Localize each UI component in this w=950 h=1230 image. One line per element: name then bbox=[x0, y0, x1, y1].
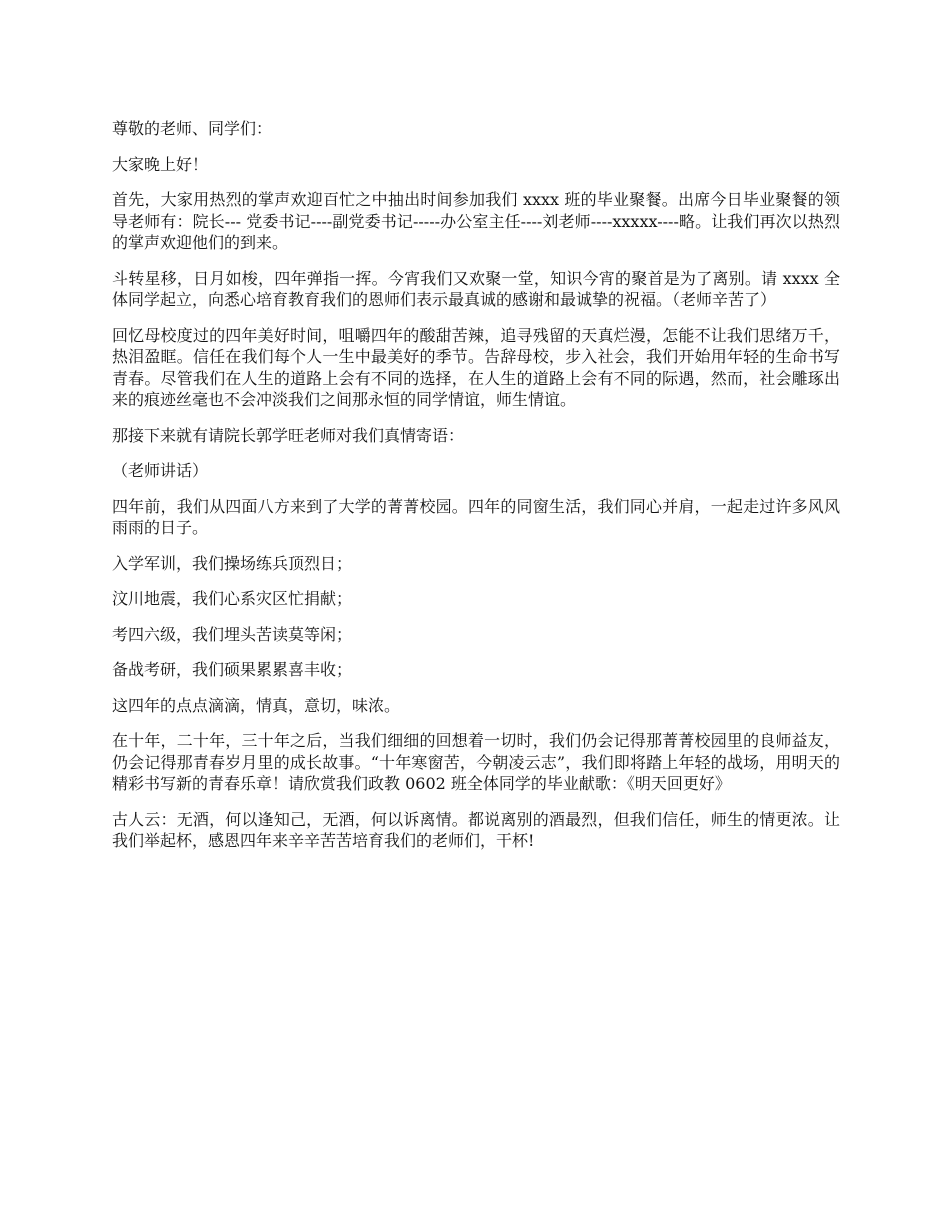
document-body bbox=[112, 118, 840, 866]
line-military-training: 入学军训，我们操场练兵顶烈日； bbox=[112, 553, 353, 573]
line-four-years-summary: 这四年的点点滴滴，情真，意切，味浓。 bbox=[112, 695, 401, 715]
paragraph-four-years-ago: 四年前，我们从四面八方来到了大学的菁菁校园。四年的同窗生活，我们同心并肩，一起走过许多风风雨雨的日子。 bbox=[112, 496, 840, 537]
line-cet-exam: 考四六级，我们埋头苦读莫等闲； bbox=[112, 624, 353, 644]
paragraph-future: 在十年，二十年，三十年之后，当我们细细的回想着一切时，我们仍会记得那菁菁校园里的良师益友，仍会记得那青春岁月里的成长故事。“十年寒窗苦，今朝凌云志”，我们即将踏上年轻的战场，用明天的精彩书写新的青春乐章！请欣赏我们政教 0602 班全体同学的毕业献歌：《明天回更好》 bbox=[112, 731, 840, 793]
paragraph-toast: 古人云：无酒，何以逢知己，无酒，何以诉离情。都说离别的酒最烈，但我们信任，师生的情更浓。让我们举起杯，感恩四年来辛辛苦苦培育我们的老师们，干杯! bbox=[112, 809, 840, 850]
paragraph-invite-speech: 那接下来就有请院长郭学旺老师对我们真情寄语： bbox=[112, 425, 465, 445]
salutation: 尊敬的老师、同学们： bbox=[112, 119, 273, 138]
line-graduate-exam: 备战考研，我们硕果累累喜丰收； bbox=[112, 660, 353, 679]
paragraph-memories: 回忆母校度过的四年美好时间，咀嚼四年的酸甜苦辣，追寻残留的天真烂漫，怎能不让我们思绪万千，热泪盈眶。信任在我们每个人一生中最美好的季节。告辞母校，步入社会，我们开始用年轻的生命书写青春。尽管我们在人生的道路上会有不同的选择，在人生的道路上会有不同的际遇，然而，社会雕琢出来的痕迹丝毫也不会冲淡我们之间那永恒的同学情谊，师生情谊。 bbox=[112, 325, 840, 409]
paragraph-thanks-teachers: 斗转星移，日月如梭，四年弹指一挥。今宵我们又欢聚一堂，知识今宵的聚首是为了离别。请 xxxx 全体同学起立，向悉心培育教育我们的恩师们表示最真诚的感谢和最诚挚的祝福。（老师辛苦了） bbox=[112, 268, 840, 309]
paragraph-welcome-guests: 首先，大家用热烈的掌声欢迎百忙之中抽出时间参加我们 xxxx 班的毕业聚餐。出席今日毕业聚餐的领导老师有：院长--- 党委书记----副党委书记-----办公室主任----刘老师----xxxxx----略。让我们再次以热烈的掌声欢迎他们的到来。 bbox=[112, 190, 840, 252]
paragraph-teacher-speech-note: （老师讲话） bbox=[112, 461, 209, 480]
line-earthquake: 汶川地震，我们心系灾区忙捐献； bbox=[112, 589, 353, 608]
greeting: 大家晚上好！ bbox=[112, 154, 209, 174]
